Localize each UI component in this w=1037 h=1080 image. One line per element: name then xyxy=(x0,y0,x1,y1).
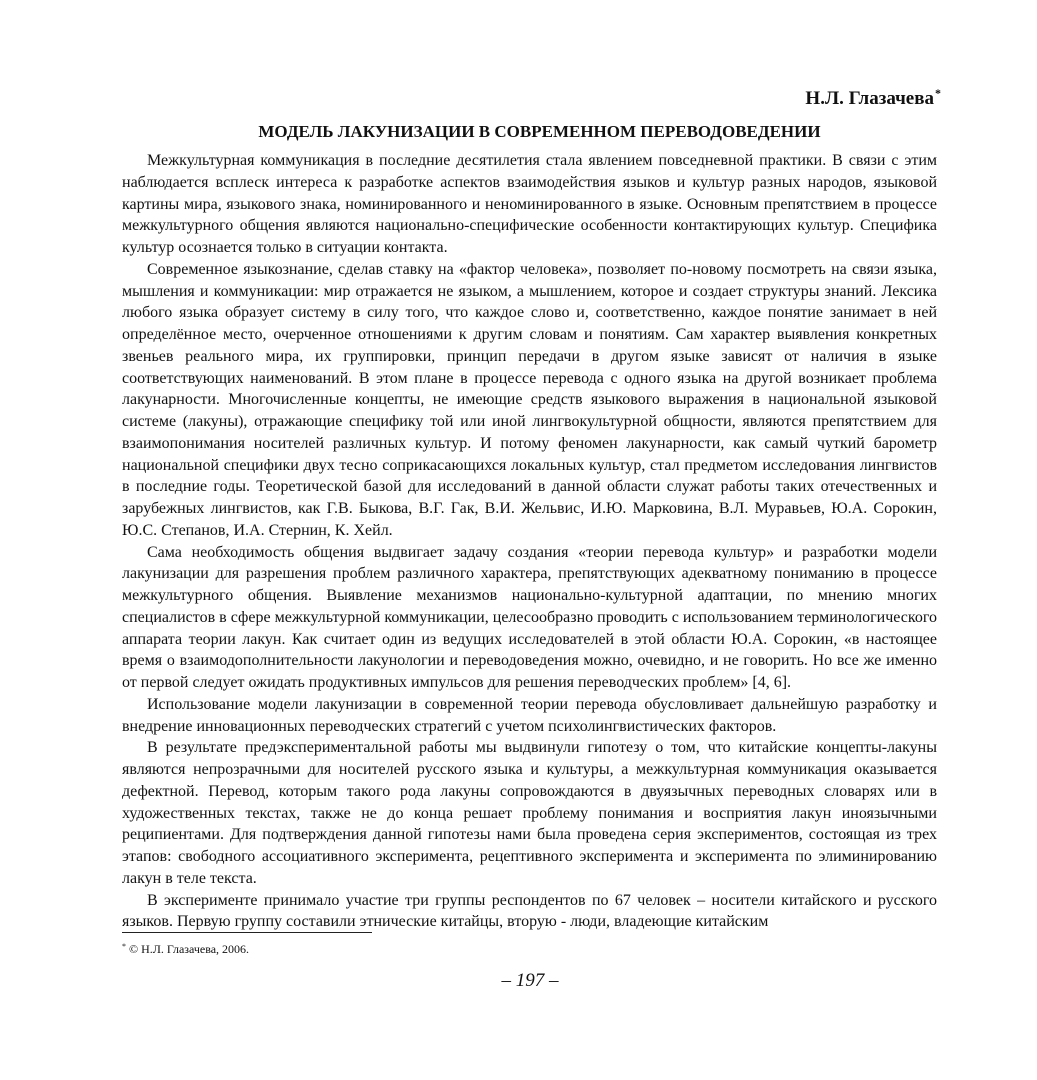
paragraph: Межкультурная коммуникация в последние десятилетия стала явлением повседневной практики. В связи с этим наблюдается всплеск интереса к разработке аспектов взаимодействия языков и культур разных народов, языковой картины мира, языкового знака, номинированного и неноминированного в языке. Основным препятствием в процессе межкультурного общения являются национально-специфические особенности контактирующих культур. Специфика культур осознается только в ситуации контакта. xyxy=(122,152,937,256)
footnote xyxy=(122,940,249,958)
paragraph: В эксперименте принимало участие три группы респондентов по 67 человек – носители китайского и русского языков. Первую группу составили этнические китайцы, вторую - люди, владеющие китайским xyxy=(122,891,937,931)
paragraph: Использование модели лакунизации в современной теории перевода обусловливает дальнейшую разработку и внедрение инновационных переводческих стратегий с учетом психолингвистических факторов. xyxy=(122,695,937,735)
footnote-marker: * xyxy=(122,942,126,951)
paragraph: Современное языкознание, сделав ставку на «фактор человека», позволяет по-новому посмотреть на связи языка, мышления и коммуникации: мир отражается не языком, а мышлением, которое и создает структуры знаний. Лексика любого языка образует систему в силу того, что каждое слово и, соответственно, каждое понятие занимает в ней определённое место, очерченное отношениями к другим словам и понятиям. Сам характер выявления конкретных звеньев реального мира, их группировки, принцип передачи в другом языке зависят от наличия в языке соответствующих наименований. В этом плане в процессе перевода с одного языка на другой возникает проблема лакунарности. Многочисленные концепты, не имеющие средств языкового выражения в национальной языковой системе (лакуны), отражающие специфику той или иной лингвокультурной общности, являются препятствием для взаимопонимания носителей различных культур. И потому феномен лакунарности, как самый чуткий барометр национальной специфики двух тесно соприкасающихся локальных культур, стал предметом исследования лингвистов в последние годы. Теоретической базой для исследований в данной области служат работы таких отечественных и зарубежных лингвистов, как Г.В. Быкова, В.Г. Гак, В.И. Жельвис, И.Ю. Марковина, В.Л. Муравьев, Ю.А. Сорокин, Ю.С. Степанов, И.А. Стернин, К. Хейл. xyxy=(122,260,937,539)
author-name-text: Н.Л. Глазачева xyxy=(805,88,934,109)
paragraph: Сама необходимость общения выдвигает задачу создания «теории перевода культур» и разработки модели лакунизации для разрешения проблем различного характера, препятствующих адекватному пониманию в процессе межкультурного общения. Выявление механизмов национально-культурной адаптации, по мнению многих специалистов в сфере межкультурной коммуникации, целесообразно проводить с использованием терминологического аппарата теории лакун. Как считает один из ведущих исследователей в этой области Ю.А. Сорокин, «в настоящее время о взаимодополнительности лакунологии и переводоведения можно, очевидно, и не говорить. Но все же именно от первой следует ожидать продуктивных импульсов для решения переводческих проблем» [4, 6]. xyxy=(122,543,937,691)
paragraph: В результате предэкспериментальной работы мы выдвинули гипотезу о том, что китайские концепты-лакуны являются непрозрачными для носителей русского языка и культуры, а межкультурная коммуникация оказывается дефектной. Перевод, которым такого рода лакуны сопровождаются в двуязычных переводных словарях или в художественных текстах, также не до конца решает проблему понимания и восприятия лакун иноязычными реципиентами. Для подтверждения данной гипотезы нами была проведена серия экспериментов, состоящая из трех этапов: свободного ассоциативного эксперимента, рецептивного эксперимента и эксперимента по элиминированию лакун в теле текста. xyxy=(122,739,937,887)
author-name xyxy=(805,86,941,112)
article-body xyxy=(122,150,937,933)
page-number: – 197 – xyxy=(501,970,559,991)
footnote-divider xyxy=(122,932,372,933)
footnote-text: © Н.Л. Глазачева, 2006. xyxy=(126,942,250,956)
author-footnote-marker: * xyxy=(935,86,941,100)
article-title: МОДЕЛЬ ЛАКУНИЗАЦИИ В СОВРЕМЕННОМ ПЕРЕВОДОВЕДЕНИИ xyxy=(258,122,821,141)
